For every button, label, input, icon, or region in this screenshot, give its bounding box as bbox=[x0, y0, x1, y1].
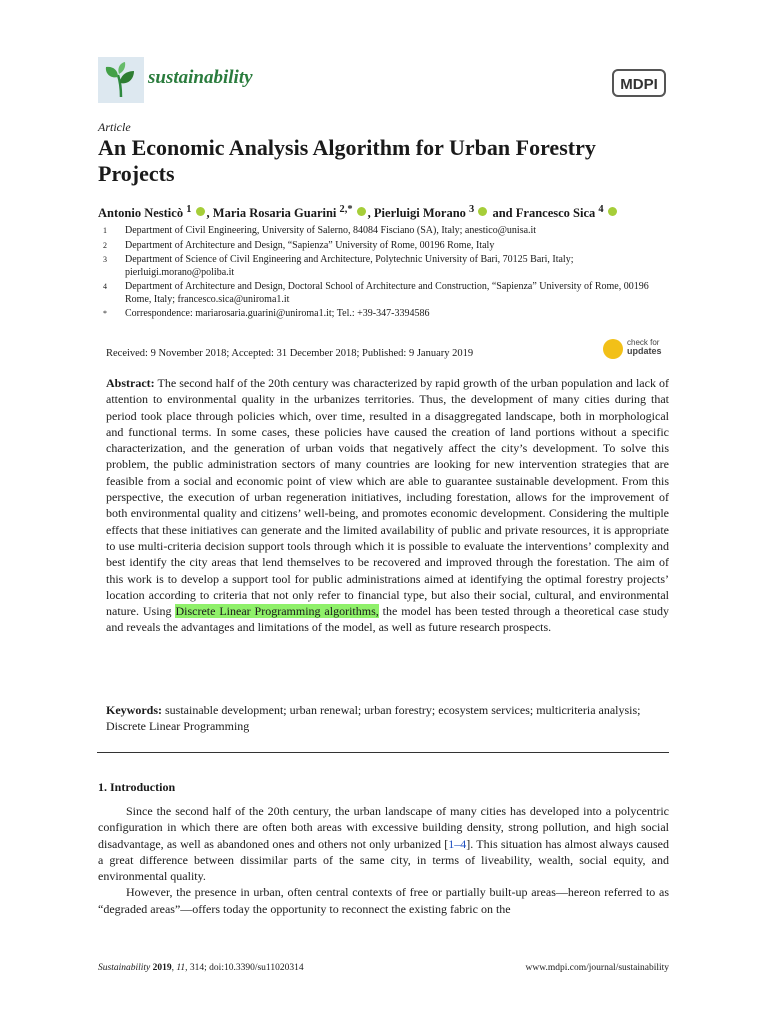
paragraph: However, the presence in urban, often central contexts of free or partially built-up areas—hereon referred to as “degraded areas”—offers today the opportunity to reconnect the existing fabric on the bbox=[98, 885, 669, 916]
keywords-label: Keywords: bbox=[106, 703, 162, 717]
citation-link[interactable]: 1–4 bbox=[448, 836, 467, 851]
author-affiliation-mark: 4 bbox=[598, 204, 604, 215]
journal-logo bbox=[98, 57, 144, 103]
check-for-updates-badge[interactable]: check for updates bbox=[603, 337, 673, 361]
affiliation: 2 Department of Architecture and Design, “Sapienza” University of Rome, 00196 Rome, Italy bbox=[103, 239, 495, 251]
check-updates-icon bbox=[603, 339, 623, 359]
publication-dates: Received: 9 November 2018; Accepted: 31 December 2018; Published: 9 January 2019 bbox=[106, 348, 474, 359]
abstract-label: Abstract: bbox=[106, 376, 155, 390]
leaf-icon bbox=[98, 57, 144, 103]
keywords: Keywords: sustainable development; urban renewal; urban forestry; ecosystem services; multicriteria analysis; Discrete Linear Programming bbox=[106, 703, 641, 734]
divider bbox=[97, 752, 669, 753]
orcid-icon[interactable] bbox=[608, 207, 617, 216]
author-affiliation-mark: 1 bbox=[186, 204, 192, 215]
author-affiliation-mark: 2,* bbox=[339, 204, 353, 215]
section-heading: 1. Introduction bbox=[98, 780, 176, 794]
article-type: Article bbox=[98, 120, 131, 134]
orcid-icon[interactable] bbox=[478, 207, 487, 216]
paragraph: Since the second half of the 20th century, the urban landscape of many cities has developed into a polycentric configuration in which there are often both areas with excessive building density, strong pollution, and high social disadvantage, as well as abandoned ones and others not only urbanized [1–4]. This situation has almost always caused a great difference between dissimilar parts of the same city, in terms of liveability, wealth, social equity, and environmental quality. bbox=[98, 804, 669, 884]
publisher-logo: MDPI bbox=[612, 69, 666, 97]
paper-title: An Economic Analysis Algorithm for Urban Forestry Projects bbox=[98, 135, 596, 186]
abstract: Abstract: The second half of the 20th century was characterized by rapid growth of the urban population and lack of attention to environmental quality in the urbanizes territories. Thus, the development of many cities during that period took place through policies which, over time, resulted in a disaggregated landscape, both in morphological and functional terms. In some cases, these policies have caused the creation of land portions without a specific characterization, and the generation of urban voids that negatively affect the city’s development. To solve this problem, the public administration sectors of many countries are looking for new intervention strategies that are feasible from a social and economic point of view which are able to guarantee sustainable development. From this perspective, the execution of urban regeneration initiatives, including forestation, allows for the improvement of both environmental quality and citizens’ well-being, and promotes economic development. Considering the multiple effects that these initiatives can generate and the limited availability of public and private resources, it is appropriate to use multi-criteria decision support tools through which it is possible to evaluate the interventions’ complexity and best identify the city areas that lend themselves to be recovered and improved through the forestation. The aim of this work is to develop a support tool for public administrations aimed at identifying the optimal forestry projects’ location according to criteria that not only refer to financial type, but also their social, cultural, and environmental nature. Using Discrete Linear Programming algorithms, the model has been tested through a theoretical case study and reveals the advantages and limitations of the model, as well as future research prospects. bbox=[106, 376, 669, 635]
orcid-icon[interactable] bbox=[357, 207, 366, 216]
footer-url[interactable]: www.mdpi.com/journal/sustainability bbox=[525, 963, 669, 973]
author-name[interactable]: Pierluigi Morano bbox=[373, 206, 466, 221]
author-list: Antonio Nesticò $^1$ , Maria Rosaria Guarini $^{2,*}$ , Pierluigi Morano $^3$ and Francesco Sica $^4$ bbox=[98, 204, 619, 221]
author-affiliation-mark: 3 bbox=[469, 204, 475, 215]
affiliation: 3 Department of Science of Civil Engineering and Architecture, Polytechnic University of Bari, 70125 Bari, Italy; pierluigi.morano@poliba.it bbox=[103, 254, 574, 278]
affiliation-list bbox=[103, 225, 663, 323]
affiliation: 1 Department of Civil Engineering, University of Salerno, 84084 Fisciano (SA), Italy; anestico@unisa.it bbox=[103, 225, 537, 236]
author-name[interactable]: Antonio Nesticò bbox=[98, 206, 184, 221]
correspondence: * Correspondence: mariarosaria.guarini@uniroma1.it; Tel.: +39-347-3394586 bbox=[103, 308, 430, 319]
author-name[interactable]: Maria Rosaria Guarini bbox=[212, 206, 337, 221]
journal-name: sustainability bbox=[148, 67, 253, 88]
highlighted-text: Discrete Linear Programming algorithms, bbox=[175, 604, 379, 619]
body-text bbox=[98, 803, 669, 917]
orcid-icon[interactable] bbox=[196, 207, 205, 216]
footer-citation: Sustainability 2019, 11, 314; doi:10.3390/su11020314 bbox=[98, 963, 304, 973]
author-name[interactable]: Francesco Sica bbox=[515, 206, 596, 221]
affiliation: 4 Department of Architecture and Design, Doctoral School of Architecture and Construction, “Sapienza” University of Rome, 00196 Rome, Italy; francesco.sica@uniroma1.it bbox=[103, 281, 649, 305]
